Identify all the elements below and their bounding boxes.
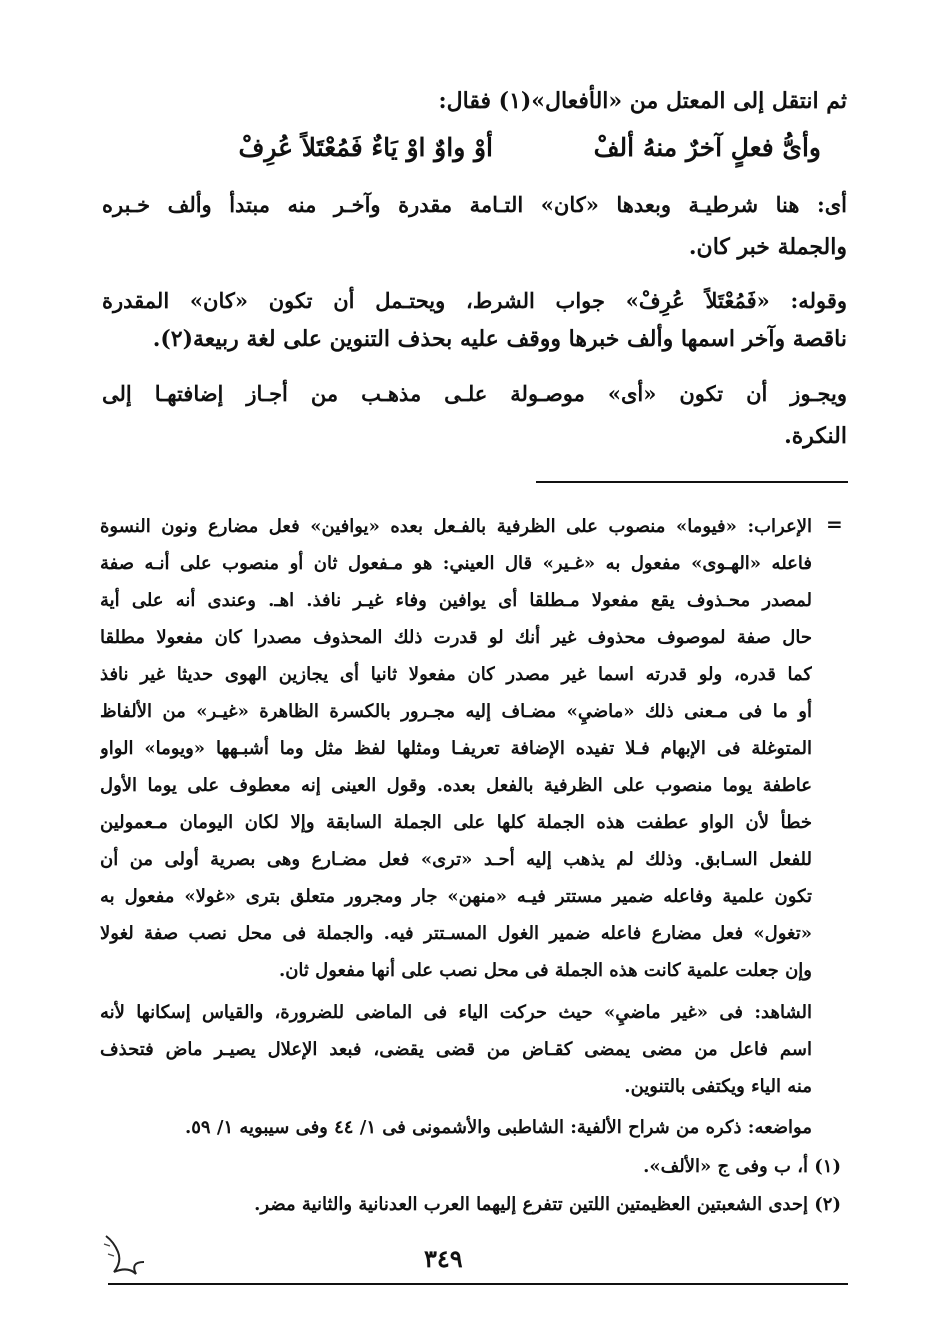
footnote-line: خطأ لأن الواو عطفت هذه الجملة كلها على الجملة السابقة وإلا لكان اليومان مـعمولين — [100, 812, 812, 833]
footnote-shahid-line: اسم فاعل من مضى يمضى كقـاض من قضى يقضى، فبعد الإعلال يصيـر ماض فتحذف — [100, 1039, 812, 1060]
bottom-rule — [108, 1283, 848, 1285]
footnote-line: كما قدره، ولو قدرته اسما غير مصدر كان مفعولا ثانيا أى يجازين الهوى حديثا غير نافذ — [100, 664, 812, 685]
paragraph-3-line-2: النكرة. — [784, 423, 847, 449]
continuation-mark: = — [826, 512, 843, 536]
footnote-shahid-line: منه الياء ويكتفى بالتنوين. — [624, 1076, 812, 1097]
footnote-line: «تغول» فعل مضارع فاعله ضمير الغول المسـتتر فيه. والجملة فى محل نصب صفة لغولا — [100, 923, 812, 944]
intro-line: ثم انتقل إلى المعتل من «الأفعال»(١) فقال: — [438, 88, 847, 114]
verse-left-half: أوْ واوٌ اوْ يَاءٌ فَمُعْتَلاً عُرِفْ — [238, 133, 493, 162]
footnote-line: وإن جعلت علمية كانت هذه الجملة فى محل نصب على أنها مفعول ثان. — [278, 960, 812, 981]
paragraph-2-line-2: ناقصة وآخر اسمها وألف خبرها ووقف عليه بحذف التنوين على لغة ربيعة(٢). — [152, 326, 847, 352]
footnote-line: المتوغلة فى الإبهام فـلا تفيده الإضافة تعريفـا ومثلها لفظ مثل وما أشبـهها «ويوما» الواو — [100, 738, 812, 759]
footnote-line: تكون علمية وفاعله ضمير مستتر فيـه «منهن» جار ومجرور متعلق بترى «غولا» مفعول به — [100, 886, 812, 907]
footnote-line: عاطفة يوما منصوب على الظرفية بالفعل بعده. وقول العينى إنه معطوف على يوما الأول — [100, 775, 812, 796]
footnote-line: أو ما فى مـعنى ذلك «ماضيِ» مضـاف إليه مجـرور بالكسرة الظاهرة «غيـر» من الألفاظ — [100, 701, 812, 722]
page-number: ٣٤٩ — [424, 1244, 463, 1273]
paragraph-1-line-1: أى: هنا شرطيـة وبعدها «كان» التـامة مقدرة وآخـر منه مبتدأ وألف خـبره — [102, 192, 847, 217]
paragraph-2-line-1: وقوله: «فَمُعْتَلاً عُرِفْ» جواب الشرط، ويحتـمل أن تكون «كان» المقدرة — [102, 288, 847, 313]
footnote-line: فاعله «الهـوى» مفعول به «غـير» قال العيني: هو مـفعول ثان أو منصوب على أنـه صفة — [100, 553, 812, 574]
footnote-shahid-line: الشاهد: فى «غير ماضيِ» حيث حركت الياء فى الماضى للضرورة، والقياس إسكانها لأنه — [100, 1002, 812, 1023]
handwritten-mark-icon — [100, 1232, 150, 1282]
footnote-mawadi: مواضعه: ذكره من شراح الألفية: الشاطبى والأشمونى فى ١/ ٤٤ وفى سيبويه ١/ ٥٩. — [184, 1117, 812, 1138]
footnote-line: الإعراب: «فيوما» منصوب على الظرفية بالفـعل بعده «يوافين» فعل مضارع ونون النسوة — [100, 516, 812, 537]
paragraph-3-line-1: ويجـوز أن تكون «أى» موصـولة علـى مذهـب من أجـاز إضافتهـا إلى — [102, 381, 847, 406]
paragraph-1-line-2: والجملة خبر كان. — [688, 234, 847, 260]
footnote-line: لمصدر محـذوف يقع مفعولا مـطلقا أى يوافين وفاء غيـر نافذ. اهـ. وعندى أنه على أية — [100, 590, 812, 611]
footnote-1: (١) أ، ب وفى ج «الألف». — [643, 1156, 841, 1177]
footnote-2: (٢) إحدى الشعبتين العظيمتين اللتين تتفرع إليهما العرب العدنانية والثانية مضر. — [254, 1194, 841, 1215]
footnote-separator — [536, 481, 848, 483]
verse-right-half: وأىُّ فعلٍ آخرٌ منهُ ألفْ — [593, 133, 821, 162]
footnote-line: للفعل السـابق. وذلك لم يذهب إليه أحـد «ترى» فعل مضـارع وهى بصرية أولى من أن — [100, 849, 812, 870]
footnote-line: حال صفة لموصوف محذوف غير أنك لو قدرت ذلك المحذوف مصدرا كان مفعولا مطلقا — [100, 627, 812, 648]
